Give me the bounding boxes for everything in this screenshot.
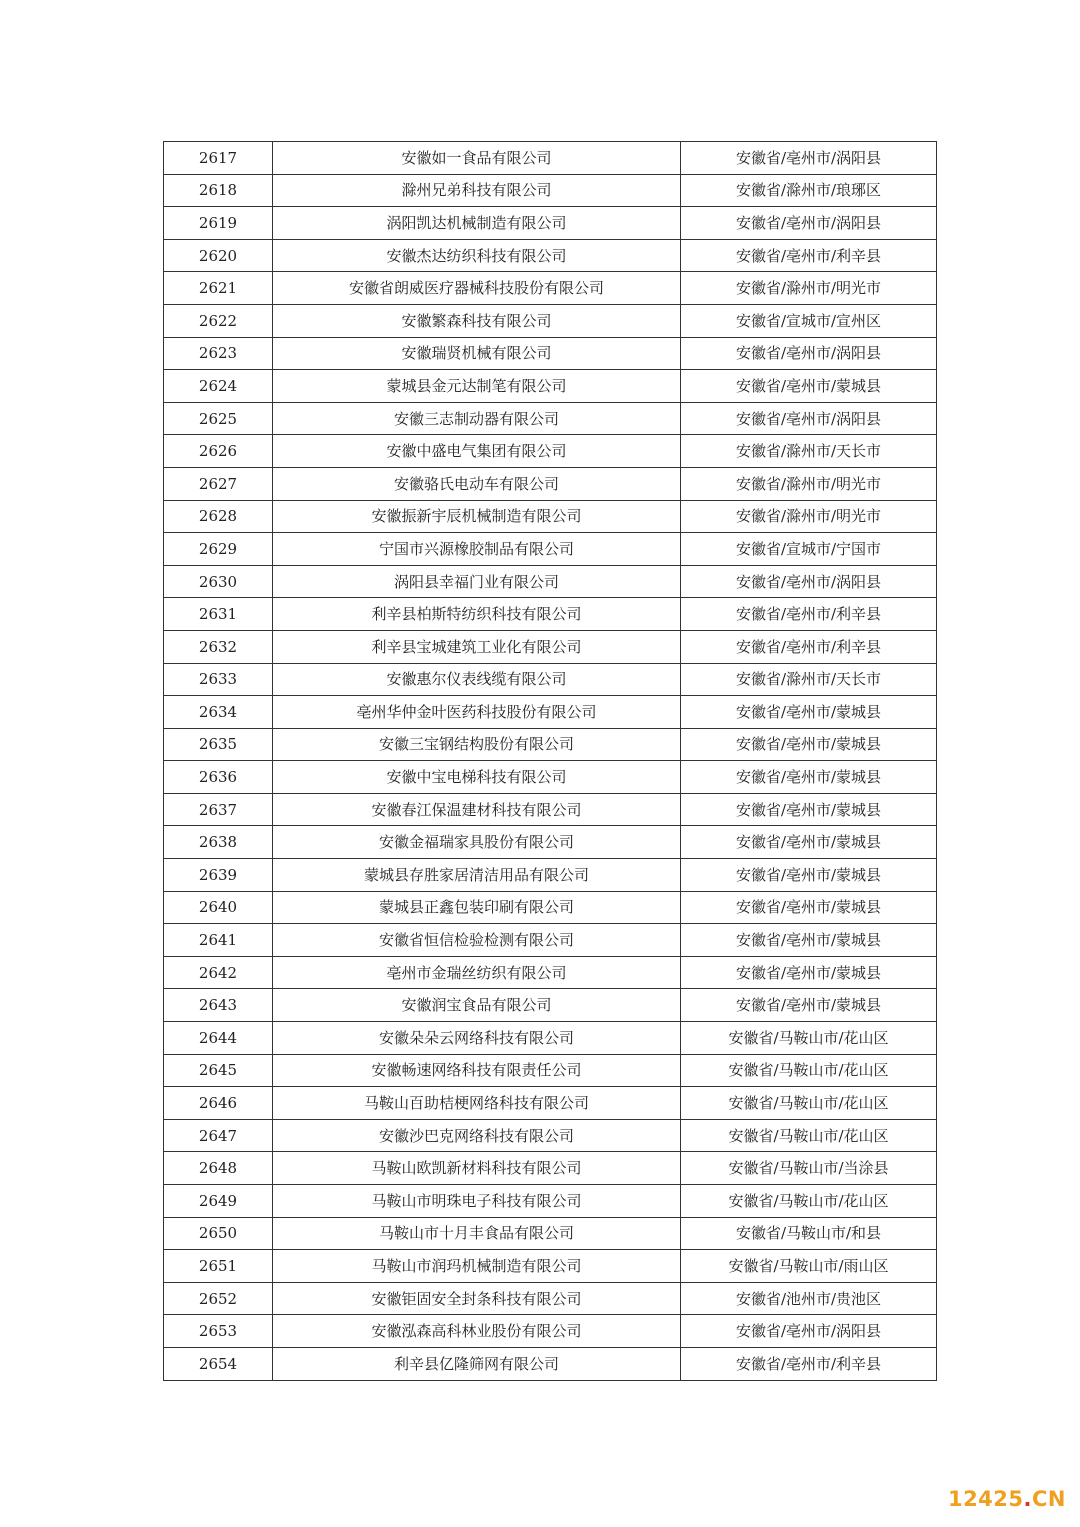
company-region: 安徽省/马鞍山市/花山区 [681,1054,937,1087]
row-number: 2627 [164,467,273,500]
row-number: 2617 [164,142,273,175]
table-row [164,1119,937,1152]
company-region: 安徽省/亳州市/利辛县 [681,630,937,663]
company-name: 安徽如一食品有限公司 [273,142,681,175]
company-region: 安徽省/马鞍山市/花山区 [681,1087,937,1120]
company-name: 蒙城县正鑫包装印刷有限公司 [273,891,681,924]
company-name: 安徽中宝电梯科技有限公司 [273,761,681,794]
row-number: 2646 [164,1087,273,1120]
company-region: 安徽省/滁州市/明光市 [681,272,937,305]
row-number: 2629 [164,533,273,566]
table-row [164,793,937,826]
table-row [164,533,937,566]
row-number: 2623 [164,337,273,370]
table-row [164,924,937,957]
row-number: 2645 [164,1054,273,1087]
row-number: 2648 [164,1152,273,1185]
table-row [164,1152,937,1185]
row-number: 2642 [164,956,273,989]
company-name: 马鞍山欧凯新材料科技有限公司 [273,1152,681,1185]
company-name: 安徽润宝食品有限公司 [273,989,681,1022]
row-number: 2619 [164,207,273,240]
row-number: 2638 [164,826,273,859]
company-region: 安徽省/亳州市/蒙城县 [681,370,937,403]
row-number: 2636 [164,761,273,794]
row-number: 2633 [164,663,273,696]
company-region: 安徽省/亳州市/利辛县 [681,239,937,272]
company-region: 安徽省/亳州市/蒙城县 [681,761,937,794]
company-region: 安徽省/马鞍山市/雨山区 [681,1250,937,1283]
company-name: 安徽骆氏电动车有限公司 [273,467,681,500]
company-name: 安徽钜固安全封条科技有限公司 [273,1282,681,1315]
company-name: 安徽惠尔仪表线缆有限公司 [273,663,681,696]
row-number: 2641 [164,924,273,957]
company-region: 安徽省/亳州市/涡阳县 [681,207,937,240]
company-name: 滁州兄弟科技有限公司 [273,174,681,207]
company-region: 安徽省/亳州市/涡阳县 [681,565,937,598]
company-region: 安徽省/宣城市/宁国市 [681,533,937,566]
company-name: 蒙城县金元达制笔有限公司 [273,370,681,403]
company-name: 涡阳凯达机械制造有限公司 [273,207,681,240]
table-row [164,1347,937,1380]
row-number: 2628 [164,500,273,533]
company-region: 安徽省/亳州市/蒙城县 [681,826,937,859]
row-number: 2631 [164,598,273,631]
row-number: 2652 [164,1282,273,1315]
table-row [164,500,937,533]
company-name: 亳州市金瑞丝纺织有限公司 [273,956,681,989]
table-row [164,1054,937,1087]
table-row [164,467,937,500]
table-body [164,142,937,1381]
company-name: 安徽杰达纺织科技有限公司 [273,239,681,272]
row-number: 2626 [164,435,273,468]
company-region: 安徽省/马鞍山市/花山区 [681,1119,937,1152]
table-row [164,891,937,924]
company-name: 安徽朵朵云网络科技有限公司 [273,1022,681,1055]
company-region: 安徽省/滁州市/天长市 [681,435,937,468]
company-region: 安徽省/亳州市/蒙城县 [681,859,937,892]
company-region: 安徽省/马鞍山市/花山区 [681,1185,937,1218]
row-number: 2618 [164,174,273,207]
row-number: 2637 [164,793,273,826]
table-row [164,174,937,207]
company-name: 安徽省恒信检验检测有限公司 [273,924,681,957]
table-row [164,142,937,175]
table-row [164,1282,937,1315]
row-number: 2620 [164,239,273,272]
company-region: 安徽省/亳州市/利辛县 [681,598,937,631]
company-region: 安徽省/马鞍山市/当涂县 [681,1152,937,1185]
table-row [164,728,937,761]
company-region: 安徽省/亳州市/蒙城县 [681,956,937,989]
company-region: 安徽省/马鞍山市/和县 [681,1217,937,1250]
company-region: 安徽省/滁州市/明光市 [681,467,937,500]
row-number: 2643 [164,989,273,1022]
table-row [164,1185,937,1218]
row-number: 2649 [164,1185,273,1218]
company-name: 利辛县柏斯特纺织科技有限公司 [273,598,681,631]
table-row [164,989,937,1022]
row-number: 2624 [164,370,273,403]
company-name: 利辛县宝城建筑工业化有限公司 [273,630,681,663]
table-row [164,956,937,989]
company-region: 安徽省/池州市/贵池区 [681,1282,937,1315]
row-number: 2651 [164,1250,273,1283]
watermark-dot: . [1023,1487,1032,1511]
row-number: 2635 [164,728,273,761]
row-number: 2650 [164,1217,273,1250]
table-row [164,859,937,892]
row-number: 2639 [164,859,273,892]
company-name: 安徽三志制动器有限公司 [273,402,681,435]
company-region: 安徽省/亳州市/蒙城县 [681,924,937,957]
company-name: 马鞍山市明珠电子科技有限公司 [273,1185,681,1218]
company-region: 安徽省/亳州市/蒙城县 [681,793,937,826]
table-row [164,1022,937,1055]
company-region: 安徽省/亳州市/涡阳县 [681,1315,937,1348]
watermark-digits: 12425 [947,1487,1024,1511]
table-row [164,1250,937,1283]
table-row [164,337,937,370]
company-region: 安徽省/亳州市/涡阳县 [681,402,937,435]
company-region: 安徽省/亳州市/利辛县 [681,1347,937,1380]
company-name: 马鞍山百助桔梗网络科技有限公司 [273,1087,681,1120]
company-region: 安徽省/亳州市/涡阳县 [681,142,937,175]
company-name: 安徽金福瑞家具股份有限公司 [273,826,681,859]
row-number: 2634 [164,696,273,729]
row-number: 2630 [164,565,273,598]
company-name: 安徽振新宇辰机械制造有限公司 [273,500,681,533]
company-name: 安徽泓森高科林业股份有限公司 [273,1315,681,1348]
row-number: 2622 [164,304,273,337]
table-row [164,239,937,272]
company-name: 安徽繁森科技有限公司 [273,304,681,337]
site-watermark [948,1487,1066,1511]
table-row [164,565,937,598]
table-row [164,826,937,859]
company-name: 亳州华仲金叶医药科技股份有限公司 [273,696,681,729]
row-number: 2640 [164,891,273,924]
company-name: 安徽畅速网络科技有限责任公司 [273,1054,681,1087]
table-row [164,402,937,435]
row-number: 2654 [164,1347,273,1380]
row-number: 2647 [164,1119,273,1152]
row-number: 2632 [164,630,273,663]
company-name: 利辛县亿隆筛网有限公司 [273,1347,681,1380]
table-row [164,370,937,403]
row-number: 2644 [164,1022,273,1055]
company-name: 安徽三宝钢结构股份有限公司 [273,728,681,761]
company-list-table [163,141,937,1381]
table-row [164,630,937,663]
row-number: 2653 [164,1315,273,1348]
company-region: 安徽省/亳州市/蒙城县 [681,696,937,729]
table-row [164,1087,937,1120]
company-name: 马鞍山市十月丰食品有限公司 [273,1217,681,1250]
company-region: 安徽省/亳州市/蒙城县 [681,728,937,761]
company-name: 宁国市兴源橡胶制品有限公司 [273,533,681,566]
table-row [164,435,937,468]
company-region: 安徽省/亳州市/涡阳县 [681,337,937,370]
watermark-tld: CN [1032,1487,1066,1511]
table-row [164,1217,937,1250]
company-region: 安徽省/亳州市/蒙城县 [681,891,937,924]
company-name: 安徽沙巴克网络科技有限公司 [273,1119,681,1152]
company-region: 安徽省/亳州市/蒙城县 [681,989,937,1022]
table-row [164,598,937,631]
company-name: 马鞍山市润玛机械制造有限公司 [273,1250,681,1283]
company-region: 安徽省/马鞍山市/花山区 [681,1022,937,1055]
table-row [164,761,937,794]
company-name: 安徽春江保温建材科技有限公司 [273,793,681,826]
table-row [164,696,937,729]
table-row [164,663,937,696]
company-region: 安徽省/滁州市/明光市 [681,500,937,533]
table-row [164,1315,937,1348]
row-number: 2625 [164,402,273,435]
row-number: 2621 [164,272,273,305]
company-region: 安徽省/滁州市/天长市 [681,663,937,696]
table-row [164,207,937,240]
company-region: 安徽省/宣城市/宣州区 [681,304,937,337]
company-region: 安徽省/滁州市/琅琊区 [681,174,937,207]
company-name: 安徽瑞贤机械有限公司 [273,337,681,370]
company-name: 蒙城县存胜家居清洁用品有限公司 [273,859,681,892]
company-name: 涡阳县幸福门业有限公司 [273,565,681,598]
company-name: 安徽省朗威医疗器械科技股份有限公司 [273,272,681,305]
table-row [164,304,937,337]
company-name: 安徽中盛电气集团有限公司 [273,435,681,468]
table-row [164,272,937,305]
